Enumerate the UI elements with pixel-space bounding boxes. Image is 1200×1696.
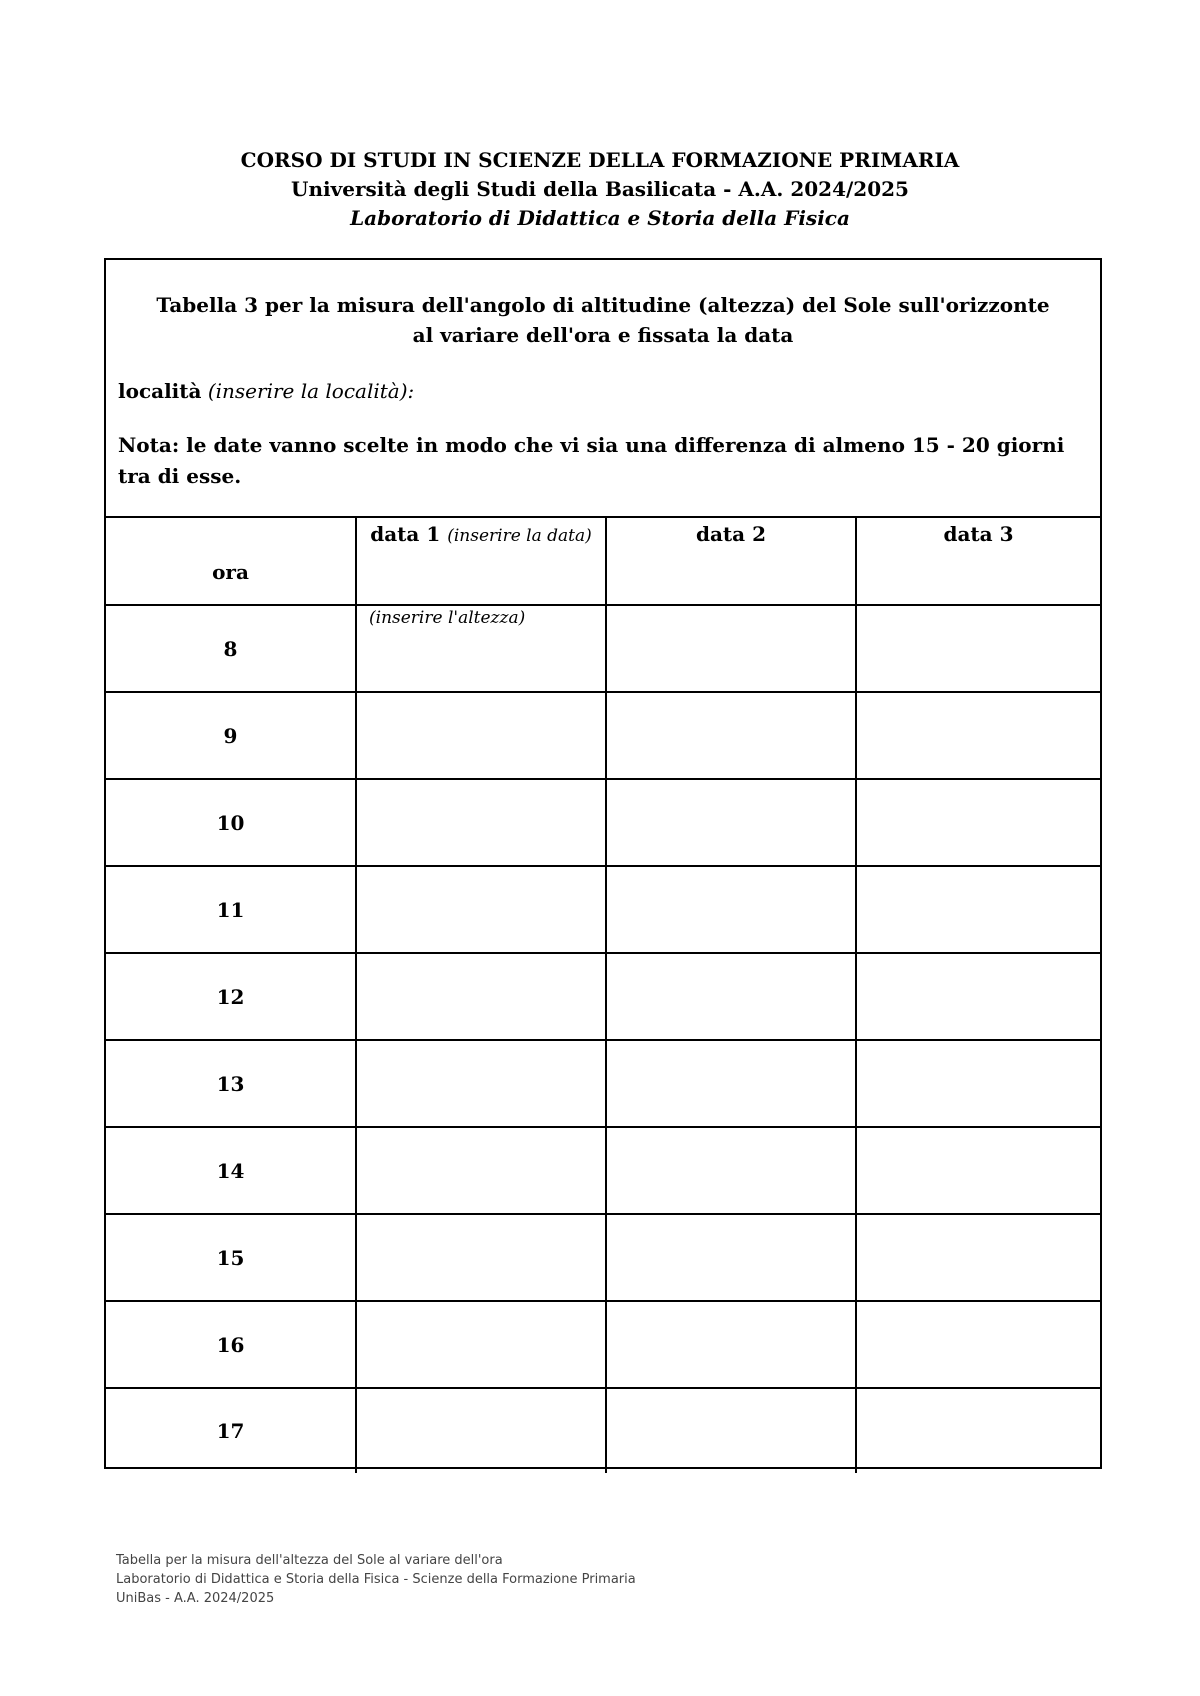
altitude-input-cell-data-2[interactable] [606, 1214, 856, 1301]
table-title-line1: Tabella 3 per la misura dell'angolo di altitudine (altezza) del Sole sull'orizzonte [156, 293, 1050, 317]
altitude-input-cell-data-3[interactable] [856, 1040, 1100, 1127]
altitude-input-cell-data-1[interactable] [356, 779, 606, 866]
altitude-input-cell-data-3[interactable] [856, 953, 1100, 1040]
altitude-input-cell-data-3[interactable] [856, 1388, 1100, 1473]
dates-note: Nota: le date vanno scelte in modo che vi sia una differenza di almeno 15 - 20 giorni tra di esse. [118, 433, 1065, 488]
altitude-input-cell-data-2[interactable] [606, 605, 856, 692]
hour-cell: 12 [106, 953, 356, 1040]
table-row [106, 1301, 1100, 1388]
altitude-input-cell-data-2[interactable] [606, 692, 856, 779]
column-header-data-1 [356, 518, 606, 605]
altitude-table [106, 518, 1100, 1473]
hour-cell: 13 [106, 1040, 356, 1127]
table-row [106, 953, 1100, 1040]
table-title [106, 290, 1100, 350]
altitude-input-cell-data-1[interactable] [356, 1040, 606, 1127]
altitude-input-cell-data-3[interactable] [856, 605, 1100, 692]
altitude-input-cell-data-2[interactable] [606, 1388, 856, 1473]
altitude-input-cell-data-3[interactable] [856, 1214, 1100, 1301]
table-row [106, 1214, 1100, 1301]
locality-label: località [118, 379, 202, 403]
altitude-input-cell-data-2[interactable] [606, 866, 856, 953]
hour-cell: 17 [106, 1388, 356, 1473]
locality-field[interactable] [118, 376, 1088, 406]
table-row [106, 692, 1100, 779]
hour-cell: 14 [106, 1127, 356, 1214]
table-title-line2: al variare dell'ora e fissata la data [412, 323, 794, 347]
table-row [106, 1388, 1100, 1473]
column-header-data-1-hint: (inserire la data) [447, 526, 592, 546]
column-header-data-3-label: data 3 [943, 522, 1014, 546]
altitude-input-cell-data-2[interactable] [606, 1127, 856, 1214]
footer-line3: UniBas - A.A. 2024/2025 [116, 1591, 275, 1606]
table-row [106, 866, 1100, 953]
column-header-ora-label: ora [212, 560, 249, 584]
altitude-input-cell-data-1[interactable] [356, 1127, 606, 1214]
column-header-data-3 [856, 518, 1100, 605]
hour-cell: 9 [106, 692, 356, 779]
footer-line1: Tabella per la misura dell'altezza del Sole al variare dell'ora [116, 1553, 503, 1568]
footer-line2: Laboratorio di Didattica e Storia della Fisica - Scienze della Formazione Primaria [116, 1572, 636, 1587]
altitude-input-cell-data-3[interactable] [856, 1127, 1100, 1214]
altitude-input-cell-data-3[interactable] [856, 692, 1100, 779]
altitude-input-cell-data-1[interactable] [356, 1214, 606, 1301]
altitude-input-cell-data-2[interactable] [606, 953, 856, 1040]
locality-hint: (inserire la località): [207, 379, 415, 403]
column-header-data-2-label: data 2 [695, 522, 767, 546]
hour-cell: 15 [106, 1214, 356, 1301]
hour-cell: 10 [106, 779, 356, 866]
altitude-input-cell-data-1[interactable] [356, 1388, 606, 1473]
altitude-input-cell-data-1[interactable] [356, 953, 606, 1040]
altitude-input-cell-data-1[interactable] [356, 692, 606, 779]
table-header-row [106, 518, 1100, 605]
table-row [106, 1040, 1100, 1127]
altitude-input-cell-data-1[interactable]: (inserire l'altezza) [356, 605, 606, 692]
hour-cell: 11 [106, 866, 356, 953]
column-header-ora [106, 518, 356, 605]
page-footer [116, 1551, 636, 1608]
altitude-input-cell-data-3[interactable] [856, 866, 1100, 953]
altitude-input-cell-data-1[interactable] [356, 866, 606, 953]
altitude-input-cell-data-3[interactable] [856, 779, 1100, 866]
table-row [106, 605, 1100, 692]
lab-title: Laboratorio di Didattica e Storia della Fisica [350, 206, 850, 230]
altitude-input-cell-data-2[interactable] [606, 779, 856, 866]
altitude-input-cell-data-2[interactable] [606, 1040, 856, 1127]
table-intro [106, 260, 1100, 518]
page-header [0, 146, 1200, 233]
measurement-sheet [104, 258, 1102, 1469]
altitude-input-cell-data-2[interactable] [606, 1301, 856, 1388]
table-row [106, 1127, 1100, 1214]
course-title: CORSO DI STUDI IN SCIENZE DELLA FORMAZIONE PRIMARIA [240, 148, 960, 172]
hour-cell: 8 [106, 605, 356, 692]
column-header-data-1-label: data 1 [370, 522, 441, 546]
university-line: Università degli Studi della Basilicata - A.A. 2024/2025 [291, 177, 909, 201]
table-row [106, 779, 1100, 866]
hour-cell: 16 [106, 1301, 356, 1388]
altitude-input-cell-data-1[interactable] [356, 1301, 606, 1388]
column-header-data-2 [606, 518, 856, 605]
altitude-input-cell-data-3[interactable] [856, 1301, 1100, 1388]
